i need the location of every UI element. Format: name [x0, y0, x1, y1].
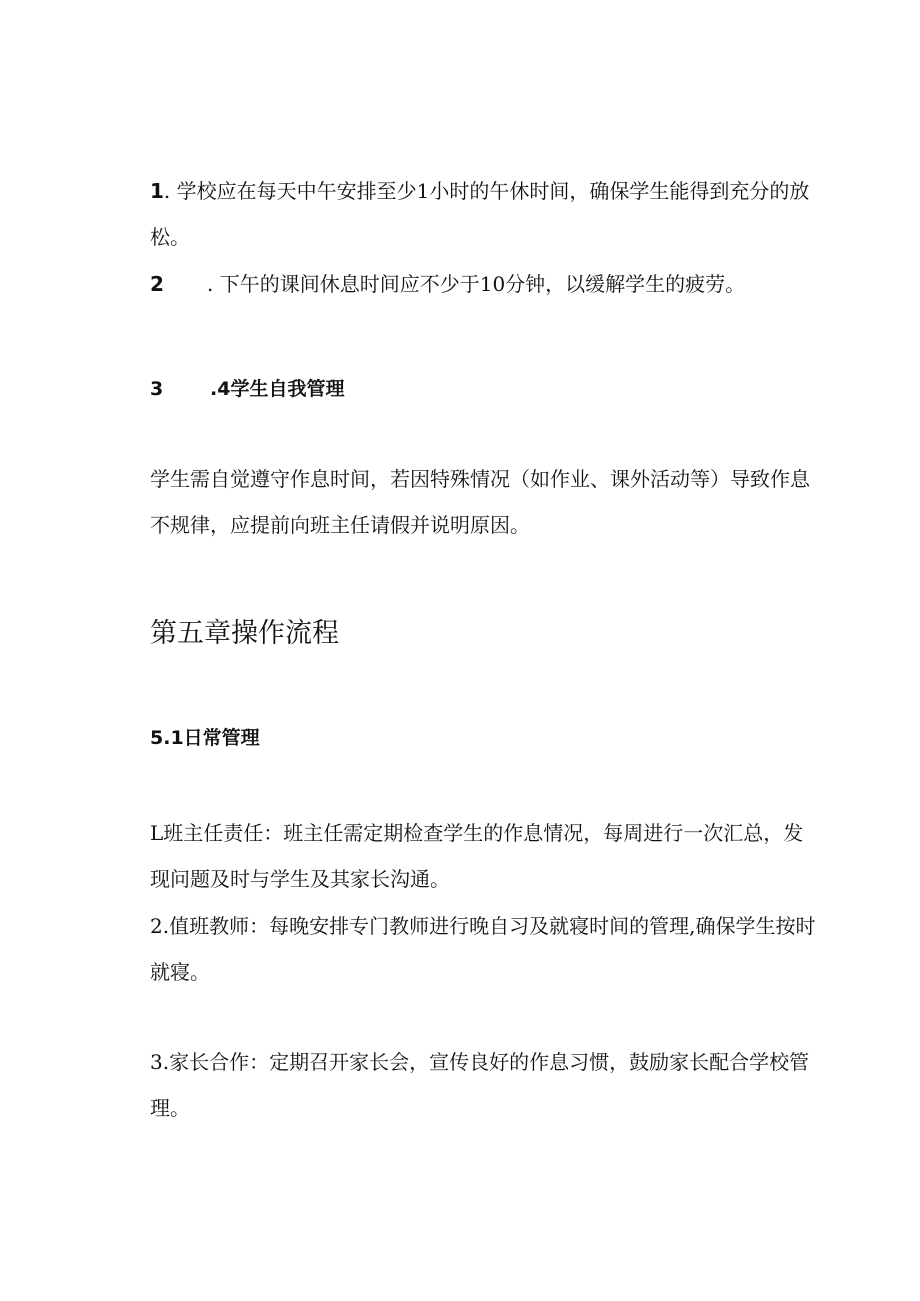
list-item-1 — [150, 168, 810, 260]
section-title: .4学生自我管理 — [210, 378, 345, 400]
chapter-title: 第五章操作流程 — [150, 618, 339, 649]
section-heading-5-1: 5.1日常管理 — [150, 727, 260, 749]
list-item-text: . 下午的课间休息时间应不少于10分钟，以缓解学生的疲劳。 — [207, 272, 746, 296]
list-item-number: 1 — [150, 179, 164, 203]
section-number: 3 — [150, 378, 164, 400]
list-item-2 — [150, 261, 745, 307]
procedure-item-2: 2.值班教师：每晚安排专门教师进行晚自习及就寝时间的管理,确保学生按时就寝。 — [150, 914, 816, 984]
list-item-text: . 学校应在每天中午安排至少1小时的午休时间，确保学生能得到充分的放松。 — [150, 179, 810, 249]
procedure-item-1: L班主任责任：班主任需定期检查学生的作息情况，每周进行一次汇总，发现问题及时与学生及其家长沟通。 — [150, 821, 804, 891]
paragraph-self-management: 学生需自觉遵守作息时间，若因特殊情况（如作业、课外活动等）导致作息不规律，应提前向班主任请假并说明原因。 — [150, 467, 810, 537]
list-item-number: 2 — [150, 272, 164, 296]
procedure-item-3: 3.家长合作：定期召开家长会，宣传良好的作息习惯，鼓励家长配合学校管理。 — [150, 1050, 810, 1120]
section-heading-3-4 — [150, 374, 344, 404]
